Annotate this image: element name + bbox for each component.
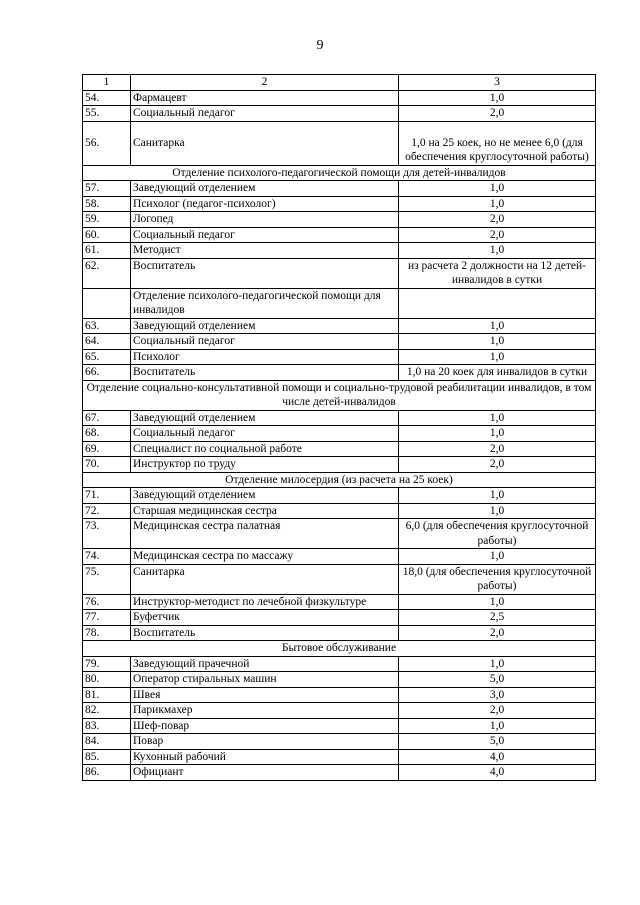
row-number: 71. (83, 488, 131, 504)
staff-count: 1,0 на 20 коек для инвалидов в сутки (399, 365, 596, 381)
table-row (83, 457, 596, 473)
staff-count: 1,0 (399, 656, 596, 672)
section-header-row (83, 380, 596, 410)
empty-cell (83, 288, 131, 318)
staff-count: 1,0 (399, 181, 596, 197)
row-number: 79. (83, 656, 131, 672)
row-number: 65. (83, 349, 131, 365)
position-name: Кухонный рабочий (131, 749, 399, 765)
position-name: Оператор стиральных машин (131, 672, 399, 688)
table-row (83, 441, 596, 457)
staffing-table (82, 74, 596, 781)
table-row (83, 503, 596, 519)
position-name: Психолог (педагог-психолог) (131, 196, 399, 212)
position-name: Психолог (131, 349, 399, 365)
table-row (83, 564, 596, 594)
section-title: Отделение психолого-педагогической помощи для инвалидов (131, 288, 399, 318)
row-number: 63. (83, 318, 131, 334)
position-name: Фармацевт (131, 90, 399, 106)
staff-count: 1,0 (399, 90, 596, 106)
table-row (83, 243, 596, 259)
position-name: Шеф-повар (131, 718, 399, 734)
row-number: 59. (83, 212, 131, 228)
row-number: 81. (83, 687, 131, 703)
section-title: Отделение милосердия (из расчета на 25 коек) (83, 472, 596, 488)
page-number: 9 (316, 38, 324, 53)
position-name: Воспитатель (131, 258, 399, 288)
table-row (83, 318, 596, 334)
position-name: Парикмахер (131, 703, 399, 719)
table-row (83, 488, 596, 504)
staffing-table-body (83, 75, 596, 781)
row-number: 60. (83, 227, 131, 243)
table-row (83, 365, 596, 381)
position-name: Повар (131, 734, 399, 750)
section-title: Отделение социально-консультативной помощи и социально-трудовой реабилитации инвалидов, в том числе детей-инвалидов (83, 380, 596, 410)
position-name: Буфетчик (131, 610, 399, 626)
table-row (83, 594, 596, 610)
row-number: 74. (83, 549, 131, 565)
row-number: 85. (83, 749, 131, 765)
row-number: 68. (83, 426, 131, 442)
row-number: 64. (83, 334, 131, 350)
row-number: 72. (83, 503, 131, 519)
row-number: 61. (83, 243, 131, 259)
staff-count: 1,0 (399, 243, 596, 259)
table-row (83, 549, 596, 565)
staff-count: 5,0 (399, 734, 596, 750)
position-name: Заведующий отделением (131, 181, 399, 197)
position-name: Санитарка (131, 564, 399, 594)
staff-count: 1,0 на 25 коек, но не менее 6,0 (для обеспечения круглосуточной работы) (399, 121, 596, 165)
section-header-row (83, 288, 596, 318)
position-name: Воспитатель (131, 625, 399, 641)
position-name: Заведующий прачечной (131, 656, 399, 672)
row-number: 82. (83, 703, 131, 719)
table-header-row (83, 75, 596, 91)
staff-count: 2,5 (399, 610, 596, 626)
staff-count: 1,0 (399, 410, 596, 426)
staff-count: 4,0 (399, 765, 596, 781)
table-row (83, 212, 596, 228)
table-row (83, 749, 596, 765)
staff-count: 1,0 (399, 334, 596, 350)
table-row (83, 703, 596, 719)
position-name: Социальный педагог (131, 426, 399, 442)
position-name: Санитарка (131, 121, 399, 165)
staff-count: 2,0 (399, 212, 596, 228)
row-number: 62. (83, 258, 131, 288)
section-header-row (83, 472, 596, 488)
staff-count: 2,0 (399, 441, 596, 457)
position-name: Швея (131, 687, 399, 703)
section-title: Отделение психолого-педагогической помощи для детей-инвалидов (83, 165, 596, 181)
header-col-1: 1 (83, 75, 131, 91)
staff-count: 5,0 (399, 672, 596, 688)
table-row (83, 258, 596, 288)
row-number: 83. (83, 718, 131, 734)
row-number: 58. (83, 196, 131, 212)
staff-count: 1,0 (399, 503, 596, 519)
position-name: Социальный педагог (131, 227, 399, 243)
position-name: Заведующий отделением (131, 410, 399, 426)
position-name: Инструктор по труду (131, 457, 399, 473)
staff-count: 6,0 (для обеспечения круглосуточной работы) (399, 519, 596, 549)
staff-count: 1,0 (399, 594, 596, 610)
row-number: 69. (83, 441, 131, 457)
table-row (83, 519, 596, 549)
staff-count: 18,0 (для обеспечения круглосуточной работы) (399, 564, 596, 594)
row-number: 80. (83, 672, 131, 688)
position-name: Заведующий отделением (131, 488, 399, 504)
table-row (83, 656, 596, 672)
table-row (83, 672, 596, 688)
row-number: 56. (83, 121, 131, 165)
table-row (83, 410, 596, 426)
table-row (83, 426, 596, 442)
staff-count: 4,0 (399, 749, 596, 765)
position-name: Медицинская сестра палатная (131, 519, 399, 549)
section-header-row (83, 165, 596, 181)
table-row (83, 227, 596, 243)
staff-count: из расчета 2 должности на 12 детей-инвалидов в сутки (399, 258, 596, 288)
position-name: Социальный педагог (131, 106, 399, 122)
position-name: Официант (131, 765, 399, 781)
section-title: Бытовое обслуживание (83, 641, 596, 657)
staff-count: 1,0 (399, 426, 596, 442)
staff-count: 2,0 (399, 457, 596, 473)
table-row (83, 90, 596, 106)
row-number: 84. (83, 734, 131, 750)
table-row (83, 349, 596, 365)
row-number: 77. (83, 610, 131, 626)
row-number: 55. (83, 106, 131, 122)
row-number: 66. (83, 365, 131, 381)
table-row (83, 196, 596, 212)
row-number: 73. (83, 519, 131, 549)
header-col-3: 3 (399, 75, 596, 91)
table-row (83, 625, 596, 641)
table-row (83, 106, 596, 122)
position-name: Методист (131, 243, 399, 259)
staff-count: 2,0 (399, 625, 596, 641)
staff-count: 1,0 (399, 549, 596, 565)
table-row (83, 334, 596, 350)
staff-count: 1,0 (399, 718, 596, 734)
position-name: Заведующий отделением (131, 318, 399, 334)
position-name: Воспитатель (131, 365, 399, 381)
position-name: Логопед (131, 212, 399, 228)
position-name: Старшая медицинская сестра (131, 503, 399, 519)
position-name: Специалист по социальной работе (131, 441, 399, 457)
table-row (83, 734, 596, 750)
table-row (83, 121, 596, 165)
table-row (83, 765, 596, 781)
position-name: Медицинская сестра по массажу (131, 549, 399, 565)
staff-count: 1,0 (399, 349, 596, 365)
row-number: 78. (83, 625, 131, 641)
table-row (83, 181, 596, 197)
staff-count: 2,0 (399, 106, 596, 122)
staff-count: 2,0 (399, 227, 596, 243)
row-number: 76. (83, 594, 131, 610)
row-number: 70. (83, 457, 131, 473)
row-number: 75. (83, 564, 131, 594)
staff-count: 1,0 (399, 488, 596, 504)
position-name: Инструктор-методист по лечебной физкультуре (131, 594, 399, 610)
table-row (83, 610, 596, 626)
empty-cell (399, 288, 596, 318)
position-name: Социальный педагог (131, 334, 399, 350)
header-col-2: 2 (131, 75, 399, 91)
table-row (83, 718, 596, 734)
row-number: 86. (83, 765, 131, 781)
staff-count: 1,0 (399, 318, 596, 334)
row-number: 57. (83, 181, 131, 197)
section-header-row (83, 641, 596, 657)
row-number: 67. (83, 410, 131, 426)
staff-count: 1,0 (399, 196, 596, 212)
row-number: 54. (83, 90, 131, 106)
staff-count: 2,0 (399, 703, 596, 719)
table-row (83, 687, 596, 703)
staff-count: 3,0 (399, 687, 596, 703)
